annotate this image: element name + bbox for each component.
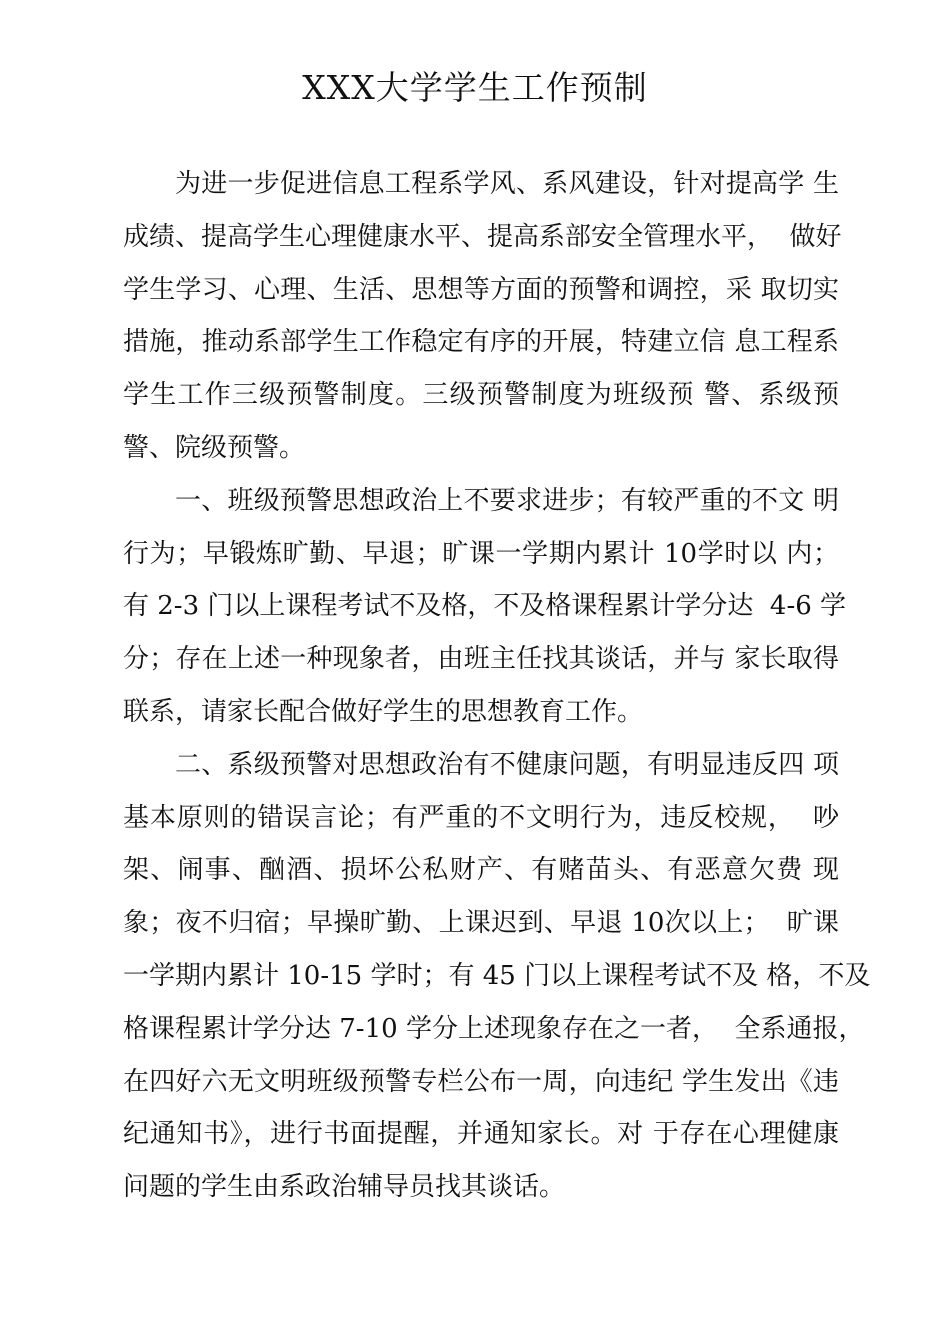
text-line: 问题的学生由系政治辅导员找其谈话。 [123,1172,566,1203]
text-line: 行为；早锻炼旷勤、早退；旷课一学期内累计 10学时以 内； [123,538,839,569]
text-line: 成绩、提高学生心理健康水平、提高系部安全管理水平， 做好 [123,221,842,252]
text-line: 学生学习、心理、生活、思想等方面的预警和调控，采 取切实 [123,274,839,305]
text-line: 在四好六无文明班级预警专栏公布一周，向违纪 学生发出《违 [123,1066,839,1097]
text-line: 分；存在上述一种现象者，由班主任找其谈话，并与 家长取得 [123,644,839,675]
text-line: 学生工作三级预警制度。三级预警制度为班级预 警、系级预 [123,380,839,411]
text-line: 联系，请家长配合做好学生的思想教育工作。 [123,696,644,727]
text-line: 纪通知书》，进行书面提醒，并通知家长。对 于存在心理健康 [123,1119,839,1150]
text-line: 一、班级预警思想政治上不要求进步；有较严重的不文 明 [175,485,839,516]
text-line: 一学期内累计 10-15 学时；有 45 门以上课程考试不及 格，不及 [123,960,871,991]
text-line: 象；夜不归宿；早操旷勤、上课迟到、早退 10次以上； 旷课 [123,908,839,939]
text-line: 措施，推动系部学生工作稳定有序的开展，特建立信 息工程系 [123,327,839,358]
page-title: XXX大学学生工作预制 [302,68,648,107]
text-line: 基本原则的错误言论；有严重的不文明行为，违反校规， 吵 [123,802,839,833]
text-line: 格课程累计学分达 7-10 学分上述现象存在之一者， 全系通报， [123,1013,865,1044]
document-body [123,158,871,1214]
text-line: 为进一步促进信息工程系学风、系风建设，针对提高学 生 [175,169,839,199]
text-line: 二、系级预警对思想政治有不健康问题，有明显违反四 项 [175,749,839,780]
text-line: 警、院级预警。 [123,432,306,463]
text-line: 有 2-3 门以上课程考试不及格，不及格课程累计学分达 4-6 学 [123,591,847,622]
text-line: 架、闹事、酗酒、损坏公私财产、有赌苗头、有恶意欠费 现 [123,855,839,886]
